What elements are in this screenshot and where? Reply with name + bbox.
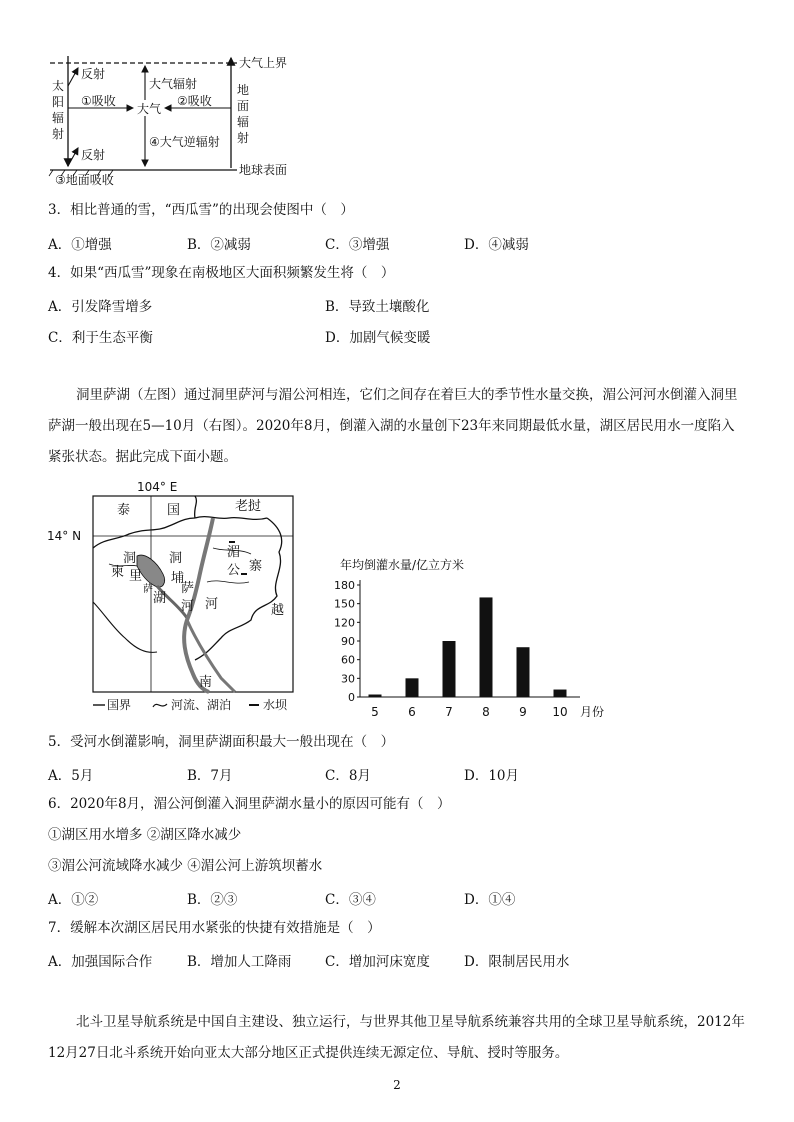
solar-radiation-label-4: 射: [52, 127, 65, 141]
x-tick-label: 5: [371, 705, 379, 719]
y-tick-label: 30: [341, 672, 355, 686]
tonle-sap-map: [45, 478, 305, 718]
ground-radiation-label-4: 射: [237, 131, 250, 145]
q4-option-c[interactable]: C．利于生态平衡: [48, 330, 153, 346]
atmosphere-top-label: 大气上界: [239, 56, 288, 70]
q7-stem: 7．缓解本次湖区居民用水紧张的快捷有效措施是（ ）: [48, 920, 381, 936]
q5-option-c[interactable]: C．8月: [325, 768, 371, 784]
y-tick-label: 0: [348, 691, 355, 704]
label-vietnam-2: 南: [199, 675, 213, 690]
border-laos-cambodia: [195, 517, 267, 520]
reflect-top-label: 反射: [81, 67, 106, 81]
q6-items-2: ③湄公河流域降水减少 ④湄公河上游筑坝蓄水: [48, 858, 323, 874]
q6-option-a[interactable]: A．①②: [48, 892, 99, 908]
absorb1-label: ①吸收: [81, 94, 116, 108]
y-tick-label: 180: [334, 579, 355, 592]
bar-month-5: [369, 695, 382, 697]
reflect-bottom-arrow: [68, 148, 78, 166]
q3-option-c[interactable]: C．③增强: [325, 237, 390, 253]
q6-stem: 6．2020年8月，湄公河倒灌入洞里萨湖水量小的原因可能有（ ）: [48, 796, 451, 812]
label-pu: 埔: [171, 571, 185, 586]
atmosphere-label: 大气: [137, 102, 162, 116]
y-tick-label: 90: [341, 635, 355, 648]
solar-radiation-label-1: 太: [52, 79, 65, 93]
label-tonle-river-3: 萨: [181, 581, 195, 596]
atm-radiation-label: 大气辐射: [149, 77, 198, 91]
ground-radiation-label-3: 辐: [237, 115, 250, 129]
x-tick-label: 9: [519, 705, 527, 719]
y-tick-label: 60: [341, 653, 355, 667]
q6-option-c[interactable]: C．③④: [325, 892, 376, 908]
earth-surface-label: 地球表面: [239, 163, 288, 177]
border-thailand-cambodia: [93, 518, 195, 548]
solar-radiation-label-2: 阳: [52, 95, 65, 109]
q3-stem: 3．相比普通的雪，“西瓜雪”的出现会使图中（ ）: [48, 202, 354, 218]
q4-option-d[interactable]: D．加剧气候变暖: [325, 330, 431, 346]
q6-items-1: ①湖区用水增多 ②湖区降水减少: [48, 827, 242, 843]
q5-option-b[interactable]: B．7月: [187, 768, 233, 784]
label-thai-1: 泰: [117, 503, 131, 518]
label-tonle-river-1: 洞: [169, 551, 183, 566]
label-tonle-3: 萨: [143, 584, 153, 595]
q7-option-c[interactable]: C．增加河床宽度: [325, 954, 430, 970]
passage-beidou: 北斗卫星导航系统是中国自主建设、独立运行，与世界其他卫星导航系统兼容共用的全球卫星导航系统，2012年12月27日北斗系统开始向亚太大部分地区正式提供连续无源定位、导航、授时等服务。: [48, 1014, 745, 1061]
legend-border-label: 国界: [107, 698, 132, 712]
label-cambodia-2: 寨: [249, 559, 263, 574]
label-laos: 老挝: [235, 499, 262, 514]
q3-option-b[interactable]: B．②减弱: [187, 237, 251, 253]
q5-option-d[interactable]: D．10月: [464, 768, 520, 784]
atmosphere-radiation-diagram: [45, 48, 305, 188]
label-mekong-2: 公: [227, 563, 241, 578]
q4-option-b[interactable]: B．导致土壤酸化: [325, 299, 430, 315]
legend-river-label: 河流、湖泊: [171, 698, 232, 712]
x-axis-label: 月份: [580, 705, 605, 719]
label-mekong-3: 河: [205, 597, 219, 612]
ground-absorb-label: ③地面吸收: [55, 173, 114, 187]
legend-river-symbol: [153, 704, 167, 707]
q5-option-a[interactable]: A．5月: [48, 768, 94, 784]
label-thai-2: 国: [167, 503, 181, 518]
q7-option-b[interactable]: B．增加人工降雨: [187, 954, 292, 970]
lon-label: 104° E: [137, 480, 178, 494]
label-vietnam-1: 越: [271, 603, 285, 618]
x-tick-label: 8: [482, 705, 490, 719]
chart-title: 年均倒灌水量/亿立方米: [340, 558, 465, 572]
page-number: 2: [393, 1078, 401, 1092]
passage-tonle-sap: 洞里萨湖（左图）通过洞里萨河与湄公河相连，它们之间存在着巨大的季节性水量交换，湄公河河水倒灌入洞里萨湖一般出现在5—10月（右图）。2020年8月，倒灌入湖的水量创下23年来同期最低水量，湖区居民用水一度陷入紧张状态。据此完成下面小题。: [48, 387, 738, 465]
q6-option-d[interactable]: D．①④: [464, 892, 516, 908]
q6-option-b[interactable]: B．②③: [187, 892, 238, 908]
reflect-bottom-label: 反射: [81, 148, 106, 162]
backflow-bar-chart: [330, 555, 620, 720]
border-thai-laos: [195, 496, 197, 518]
q4-option-a[interactable]: A．引发降雪增多: [48, 299, 153, 315]
ground-radiation-label-1: 地: [237, 83, 250, 97]
q7-option-a[interactable]: A．加强国际合作: [48, 954, 153, 970]
x-tick-label: 10: [552, 705, 568, 719]
q4-stem: 4．如果“西瓜雪”现象在南极地区大面积频繁发生将（ ）: [48, 265, 395, 281]
reflect-top-arrow: [68, 68, 78, 86]
counter-radiation-label: ④大气逆辐射: [149, 135, 220, 149]
tributary-2: [207, 581, 249, 583]
label-tonle-4: 湖: [153, 591, 167, 606]
x-tick-label: 6: [408, 705, 416, 719]
q7-option-d[interactable]: D．限制居民用水: [464, 954, 570, 970]
label-tonle-river-4: 河: [181, 599, 195, 614]
label-tonle-2: 里: [129, 569, 143, 584]
border-coast: [93, 602, 157, 652]
ground-radiation-label-2: 面: [237, 99, 250, 113]
label-cambodia-1: 柬: [111, 565, 125, 580]
y-tick-label: 120: [334, 616, 355, 630]
label-mekong-1: 湄: [227, 545, 241, 560]
absorb2-label: ②吸收: [177, 94, 212, 108]
bar-month-10: [554, 690, 567, 697]
q5-stem: 5．受河水倒灌影响，洞里萨湖面积最大一般出现在（ ）: [48, 734, 395, 750]
y-tick-label: 150: [334, 597, 355, 611]
bar-month-6: [406, 678, 419, 697]
x-tick-label: 7: [445, 705, 453, 719]
q3-option-a[interactable]: A．①增强: [48, 237, 112, 253]
lat-label: 14° N: [47, 529, 82, 543]
bar-month-9: [517, 647, 530, 697]
bar-month-8: [480, 597, 493, 697]
bar-month-7: [443, 641, 456, 697]
legend-dam-label: 水坝: [263, 698, 288, 712]
q3-option-d[interactable]: D．④减弱: [464, 237, 529, 253]
solar-radiation-label-3: 辐: [52, 111, 65, 125]
label-tonle-1: 洞: [123, 551, 137, 566]
